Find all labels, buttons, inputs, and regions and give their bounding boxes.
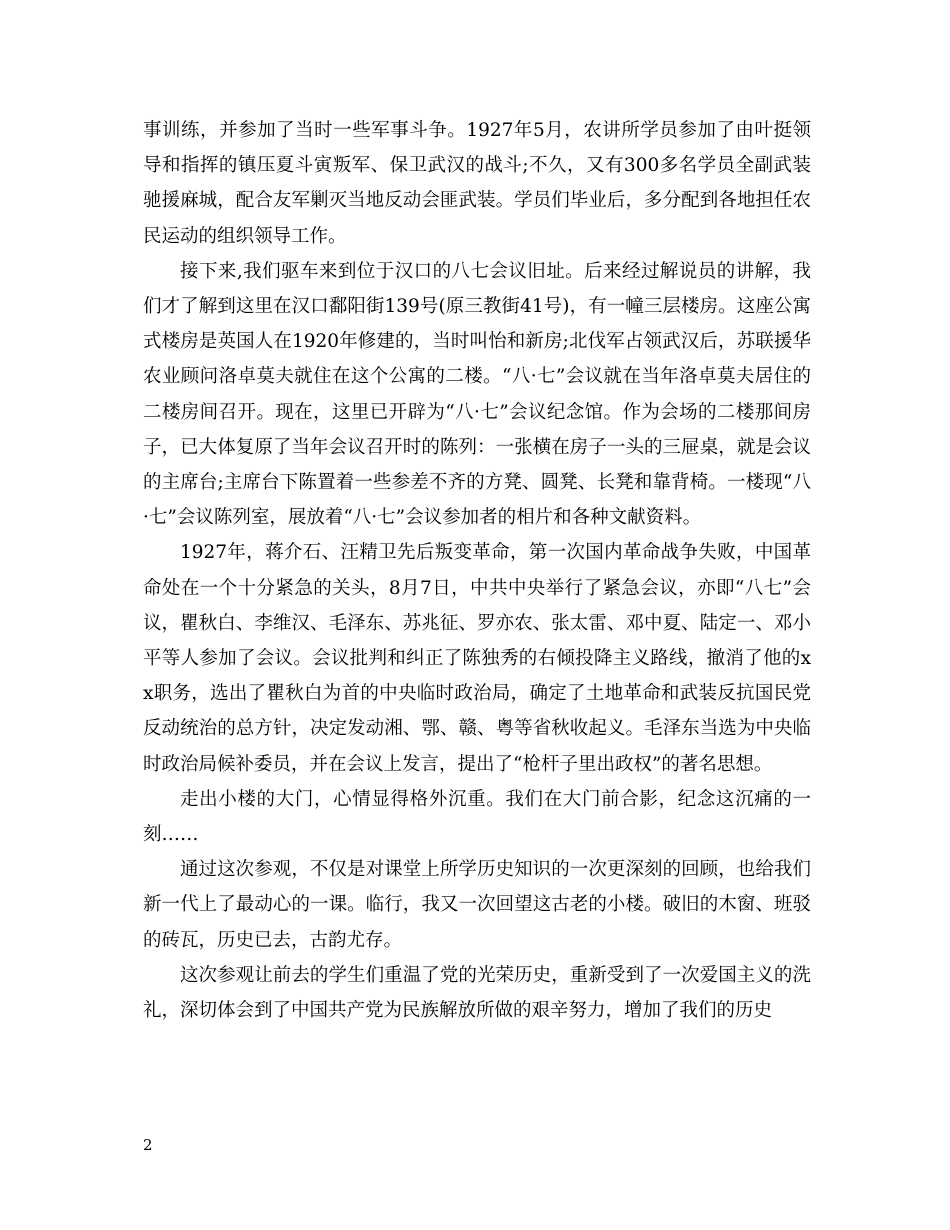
paragraph: 1927年，蒋介石、汪精卫先后叛变革命，第一次国内革命战争失败，中国革命处在一个十分紧急的关头，8月7日，中共中央举行了紧急会议，亦即“八七”会议，瞿秋白、李维汉、毛泽东、苏兆征、罗亦农、张太雷、邓中夏、陆定一、邓小平等人参加了会议。会议批判和纠正了陈独秀的右倾投降主义路线，撤消了他的xx职务，选出了瞿秋白为首的中央临时政治局，确定了土地革命和武装反抗国民党反动统治的总方针，决定发动湘、鄂、赣、粤等省秋收起义。毛泽东当选为中央临时政治局候补委员，并在会议上发言，提出了“枪杆子里出政权”的著名思想。 bbox=[143, 542, 811, 775]
paragraph: 这次参观让前去的学生们重温了党的光荣历史，重新受到了一次爱国主义的洗礼，深切体会到了中国共产党为民族解放所做的艰辛努力，增加了我们的历史 bbox=[143, 964, 811, 1022]
paragraph-continued: 事训练，并参加了当时一些军事斗争。1927年5月，农讲所学员参加了由叶挺领导和指挥的镇压夏斗寅叛军、保卫武汉的战斗;不久，又有300多名学员全副武装驰援麻城，配合友军剿灭当地反动会匪武装。学员们毕业后，多分配到各地担任农民运动的组织领导工作。 bbox=[143, 120, 811, 247]
paragraph: 走出小楼的大门，心情显得格外沉重。我们在大门前合影，纪念这沉痛的一刻…… bbox=[143, 788, 811, 846]
page-number: 2 bbox=[143, 1136, 153, 1154]
paragraph: 通过这次参观，不仅是对课堂上所学历史知识的一次更深刻的回顾，也给我们新一代上了最动心的一课。临行，我又一次回望这古老的小楼。破旧的木窗、班驳的砖瓦，历史已去，古韵尤存。 bbox=[143, 859, 811, 951]
paragraph: 接下来,我们驱车来到位于汉口的八七会议旧址。后来经过解说员的讲解，我们才了解到这里在汉口鄱阳街139号(原三教街41号)，有一幢三层楼房。这座公寓式楼房是英国人在1920年修建的，当时叫怡和新房;北伐军占领武汉后，苏联援华农业顾问洛卓莫夫就住在这个公寓的二楼。“八·七”会议就在当年洛卓莫夫居住的二楼房间召开。现在，这里已开辟为“八·七”会议纪念馆。作为会场的二楼那间房子，已大体复原了当年会议召开时的陈列：一张横在房子一头的三屉桌，就是会议的主席台;主席台下陈置着一些参差不齐的方凳、圆凳、长凳和靠背椅。一楼现“八·七”会议陈列室，展放着“八·七”会议参加者的相片和各种文献资料。 bbox=[143, 260, 811, 529]
body-text bbox=[143, 113, 811, 1028]
